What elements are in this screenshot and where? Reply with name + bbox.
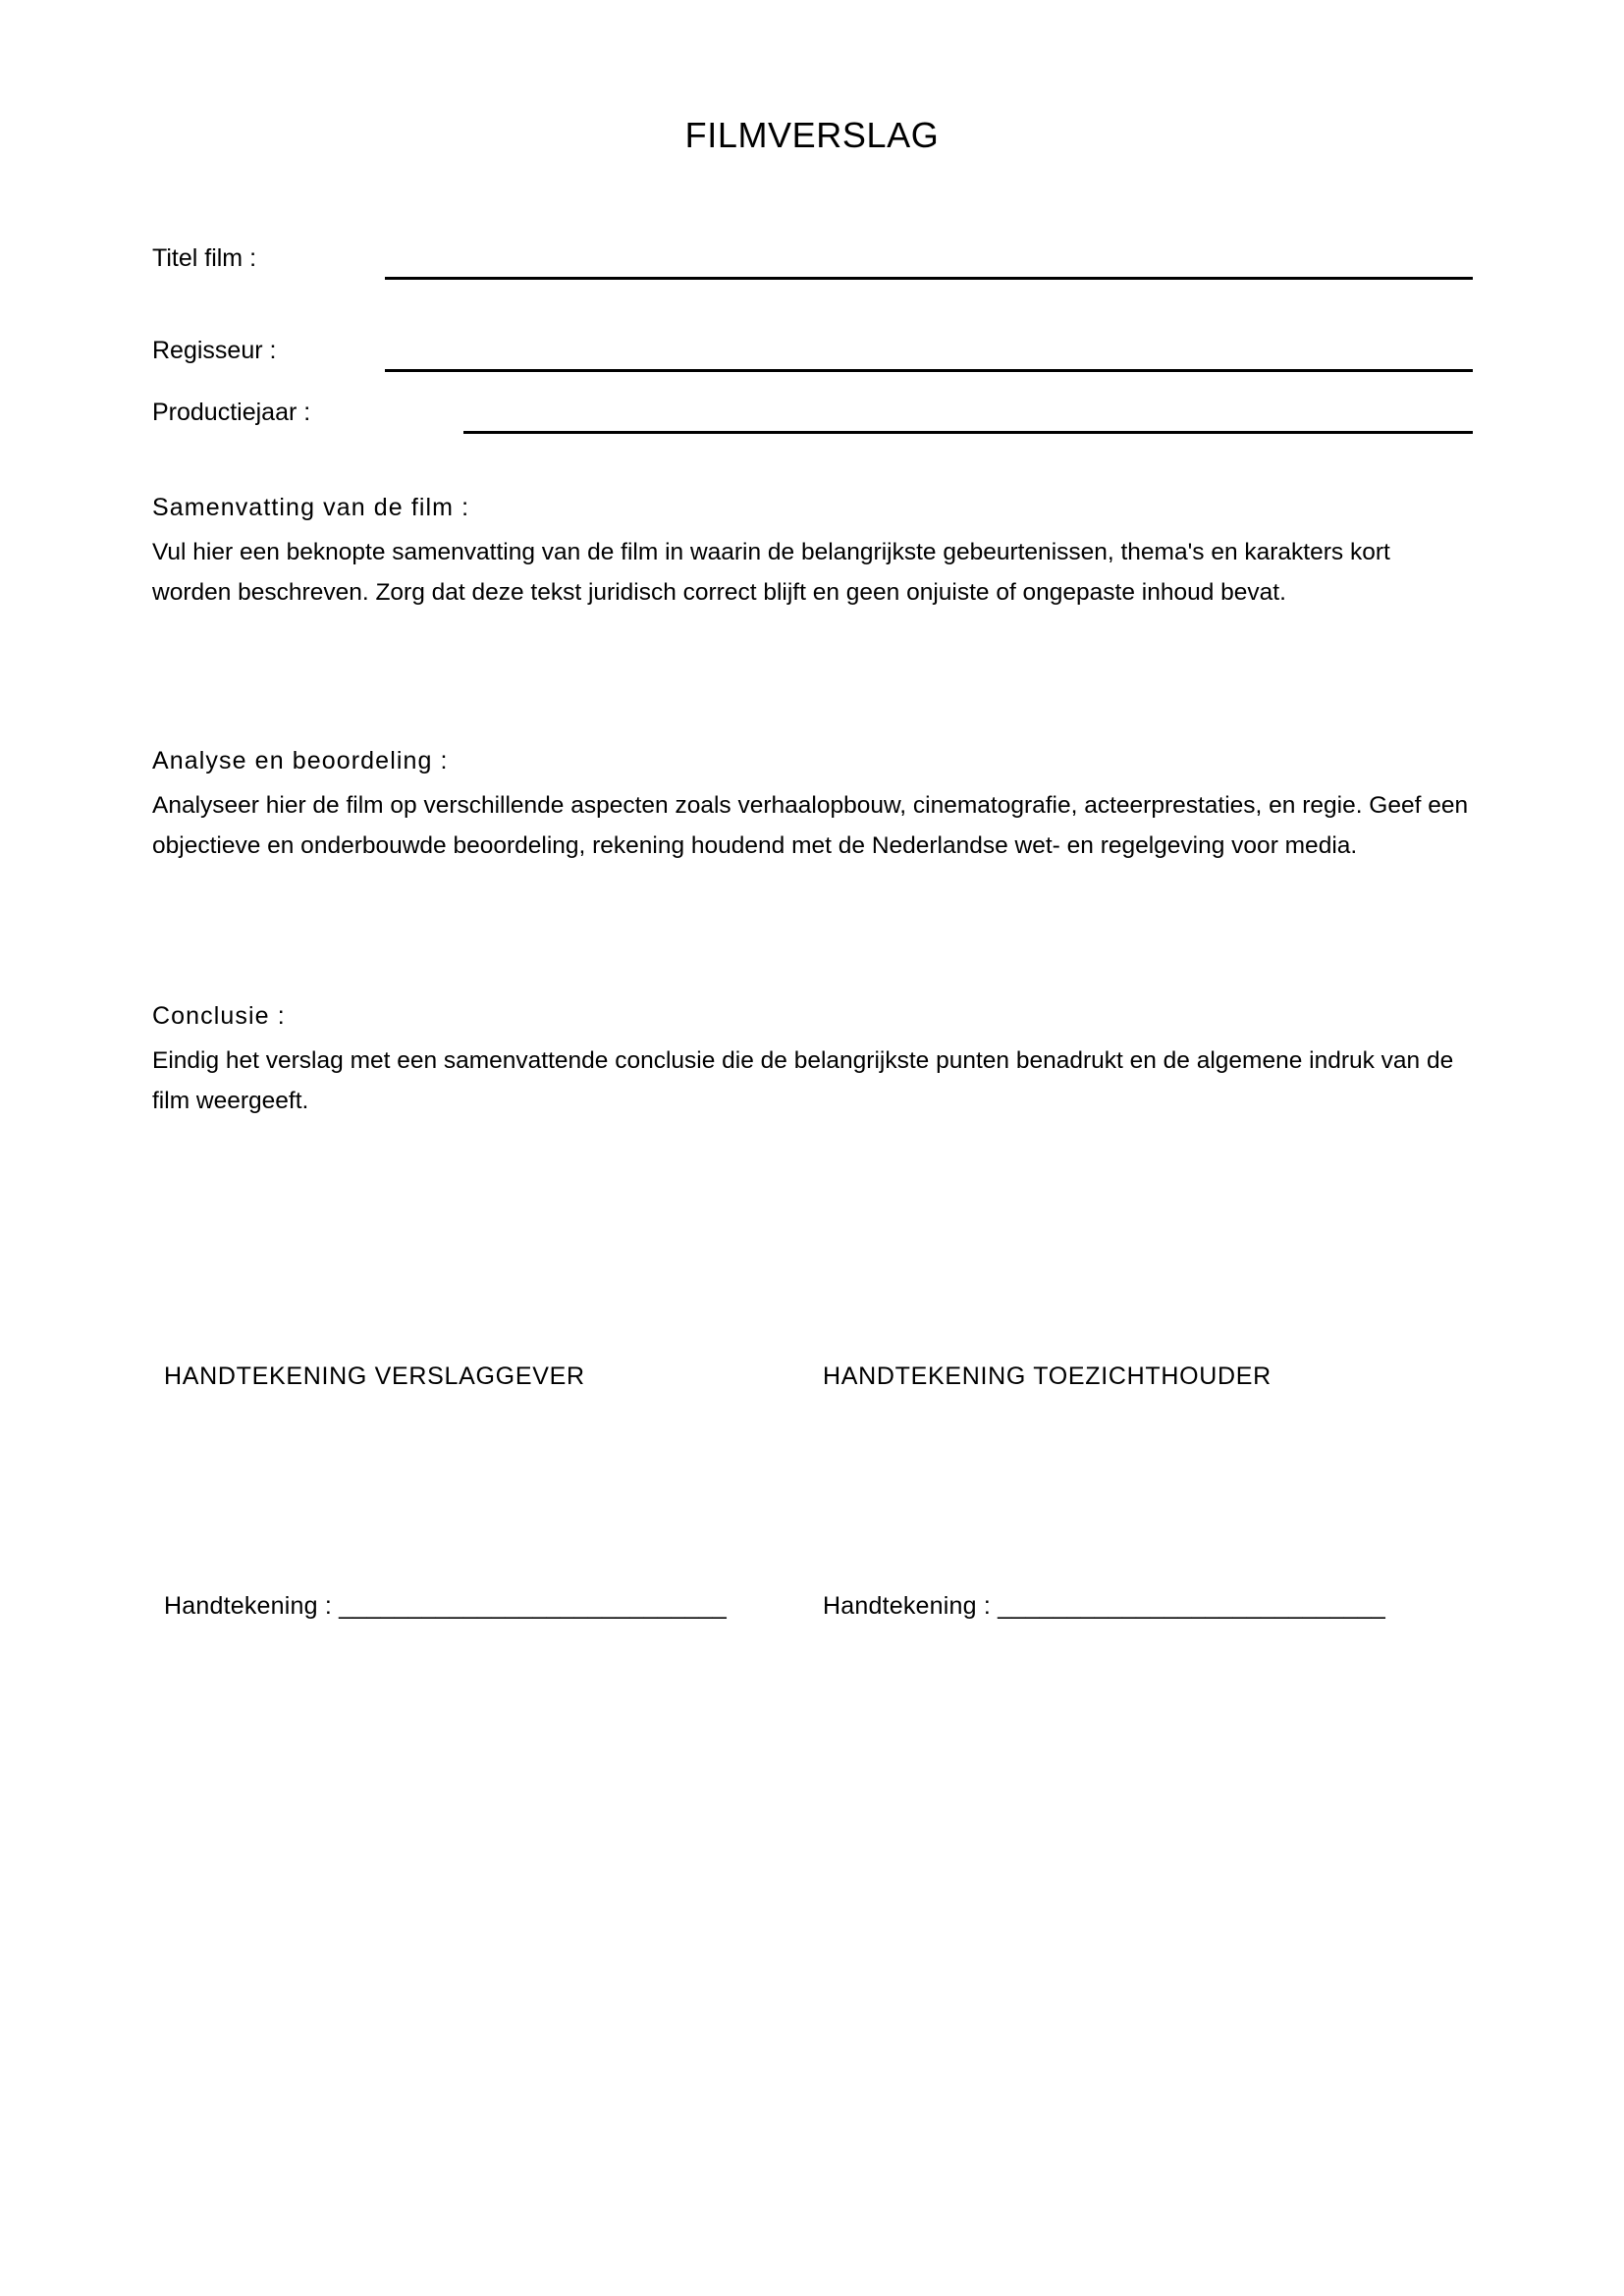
field-row-titel-film [152,241,1473,281]
section-body-samenvatting: Vul hier een beknopte samenvatting van de film in waarin de belangrijkste gebeurtenissen, thema's en karakters kort worden beschreven. Zorg dat deze tekst juridisch correct blijft en geen onjuiste of ongepaste inhoud bevat. [152,539,1390,606]
signature-heading-toezichthouder: HANDTEKENING TOEZICHTHOUDER [823,1362,1272,1390]
signature-block [0,1360,1624,1674]
signature-line-toezichthouder[interactable]: Handtekening : ____________________________ [823,1592,1386,1620]
section-heading-analyse: Analyse en beoordeling : [152,747,449,774]
section-body-analyse: Analyseer hier de film op verschillende aspecten zoals verhaalopbouw, cinematografie, acteerprestaties, en regie. Geef een objectieve en onderbouwde beoordeling, rekening houdend met de Nederlandse wet- en regelgeving voor media. [152,792,1469,859]
signature-column-verslaggever [164,1360,792,1620]
field-row-productiejaar [152,396,1473,435]
section-analyse [152,742,1473,866]
field-input-regisseur[interactable] [385,369,1473,372]
signature-heading-verslaggever: HANDTEKENING VERSLAGGEVER [164,1362,585,1390]
section-heading-samenvatting: Samenvatting van de film : [152,494,470,521]
field-label-titel-film: Titel film : [152,244,257,272]
signature-line-verslaggever[interactable]: Handtekening : ____________________________ [164,1592,728,1620]
section-samenvatting [152,489,1473,613]
field-label-regisseur: Regisseur : [152,337,277,364]
section-body-conclusie: Eindig het verslag met een samenvattende conclusie die de belangrijkste punten benadrukt en de algemene indruk van de film weergeeft. [152,1047,1454,1114]
signature-column-toezichthouder [823,1360,1451,1620]
field-label-productiejaar: Productiejaar : [152,399,311,426]
section-conclusie [152,997,1473,1121]
field-input-titel-film[interactable] [385,277,1473,280]
section-heading-conclusie: Conclusie : [152,1002,286,1030]
field-row-regisseur [152,334,1473,373]
field-input-productiejaar[interactable] [463,431,1473,434]
page-title: FILMVERSLAG [684,115,940,155]
